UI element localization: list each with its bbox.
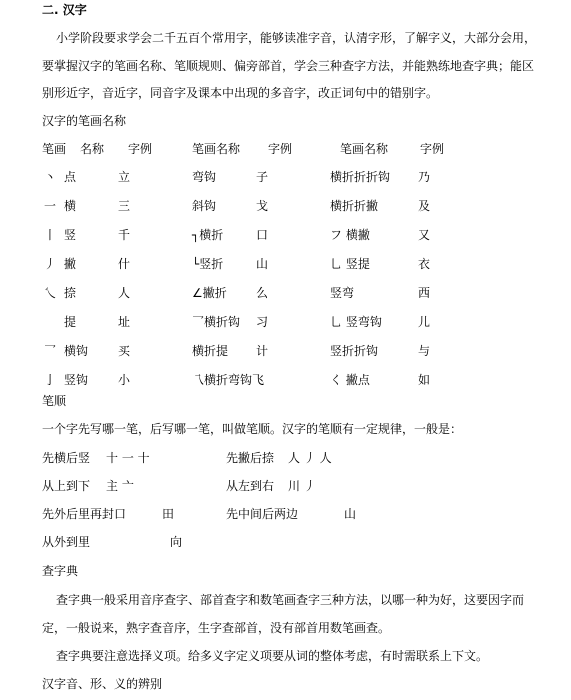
last-title: 汉字音、形、义的辨别 [42,677,163,691]
stroke-name: └竖折 [192,257,224,271]
stroke-name: 竖折折钩 [330,344,379,358]
stroke-name: フ 横撇 [330,228,370,242]
dict-title: 查字典 [42,564,79,578]
dict-line: 定，一般说来，熟字查音序，生字查部首，没有部首用数笔画查。 [42,621,391,635]
stroke-example: 立 [118,170,131,184]
intro-line: 别形近字，音近字，同音字及课本中出现的多音字，改正词句中的错别字。 [42,86,439,100]
order-rule: 从外到里 [42,535,91,549]
stroke-name: 乚 竖提 [330,257,370,271]
order-example: 川 丿 [288,479,316,493]
stroke-example: 戈 [256,199,269,213]
stroke-name: 竖 [64,228,77,242]
stroke-glyph: 一 [44,199,57,213]
stroke-example: 千 [118,228,131,242]
stroke-glyph: 丶 [44,170,57,184]
strokes-title: 汉字的笔画名称 [42,114,127,128]
stroke-glyph: 亅 [44,373,57,387]
header-cell: 笔画名称 [340,142,389,156]
stroke-name: ∠撇折 [192,286,227,300]
stroke-glyph: 丿 [44,257,57,271]
stroke-example: 子 [256,170,269,184]
dict-line: 查字典一般采用音序查字、部首查字和数笔画查字三种方法，以哪一种为好，这要因字而 [56,593,525,607]
header-cell: 笔画 [42,142,67,156]
stroke-example: 小 [118,373,131,387]
order-example: 山 [344,507,357,521]
stroke-name: 提 [64,315,77,329]
order-rule: 先中间后两边 [226,507,299,521]
order-rule: 先外后里再封口 [42,507,127,521]
stroke-example: 口 [256,228,269,242]
order-rule: 从左到右 [226,479,275,493]
stroke-example: 西 [418,286,431,300]
stroke-name: く 撇点 [330,373,370,387]
stroke-example: 买 [118,344,131,358]
header-cell: 字例 [128,142,153,156]
stroke-example: 习 [256,315,269,329]
stroke-name: 横折提 [192,344,229,358]
intro-line: 要掌握汉字的笔画名称、笔顺规则、偏旁部首，学会三种查字方法，并能熟练地查字典；能区 [42,59,535,73]
stroke-name: 横折折折钩 [330,170,391,184]
stroke-glyph: 乀 [44,286,57,300]
order-rule: 先横后竖 [42,451,91,465]
stroke-name: 乛横折钩 [192,315,241,329]
stroke-name: 乚 竖弯钩 [330,315,382,329]
stroke-name: 点 [64,170,77,184]
dict-paragraph-2: 查字典要注意选择义项。给多义字定义项要从词的整体考虑，有时需联系上下文。 [56,649,489,663]
heading: 二. 汉字 [42,3,87,17]
stroke-name: 斜钩 [192,199,217,213]
stroke-name: 横 [64,199,77,213]
stroke-example: 及 [418,199,431,213]
stroke-name: 竖钩 [64,373,89,387]
stroke-name: 捺 [64,286,77,300]
stroke-glyph: 乛 [44,344,57,358]
stroke-example: 么 [256,286,269,300]
stroke-example: 衣 [418,257,431,271]
stroke-example: 又 [418,228,431,242]
stroke-example: 什 [118,257,131,271]
stroke-name: ┐横折 [192,228,224,242]
stroke-example: 三 [118,199,131,213]
header-cell: 字例 [420,142,445,156]
stroke-example: 儿 [418,315,431,329]
order-example: 人 丿 人 [288,451,332,465]
stroke-name: 竖弯 [330,286,355,300]
stroke-name: 乁横折弯钩飞 [192,373,265,387]
stroke-example: 计 [256,344,269,358]
stroke-name: 撇 [64,257,77,271]
stroke-example: 与 [418,344,431,358]
order-intro: 一个字先写哪一笔，后写哪一笔，叫做笔顺。汉字的笔顺有一定规律，一般是： [42,422,463,436]
order-example: 主 亠 [106,479,134,493]
order-rule: 从上到下 [42,479,91,493]
header-cell: 字例 [268,142,293,156]
order-example: 十 一 十 [106,451,150,465]
stroke-example: 址 [118,315,131,329]
stroke-example: 人 [118,286,131,300]
order-example: 向 [170,535,183,549]
header-cell: 名称 [80,142,105,156]
stroke-name: 横钩 [64,344,89,358]
header-cell: 笔画名称 [192,142,241,156]
stroke-example: 如 [418,373,431,387]
stroke-glyph: 丨 [44,228,57,242]
intro-line: 小学阶段要求学会二千五百个常用字，能够读准字音，认清字形，了解字义，大部分会用， [56,31,537,45]
stroke-name: 横折折撇 [330,199,379,213]
order-title: 笔顺 [42,394,67,408]
stroke-name: 弯钩 [192,170,217,184]
stroke-example: 山 [256,257,269,271]
order-rule: 先撇后捺 [226,451,275,465]
order-example: 田 [162,507,175,521]
stroke-example: 乃 [418,170,431,184]
